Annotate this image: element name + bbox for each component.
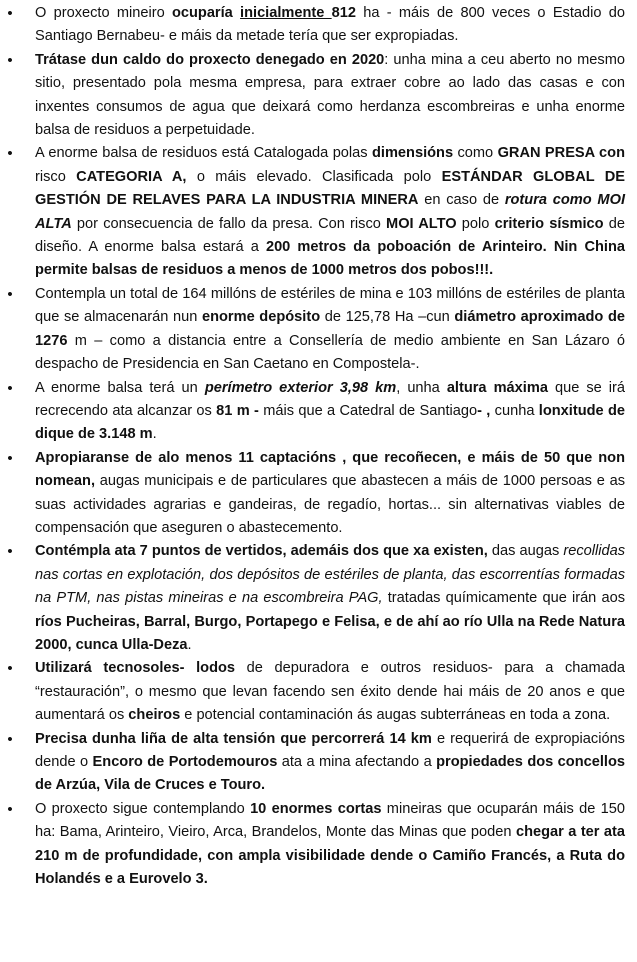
bullet-icon: • [7, 51, 13, 69]
item-text [35, 447, 625, 541]
item-text [35, 728, 625, 798]
text-run: m – como a distancia entre a Consellería de medio ambiente en San Lázaro ó despacho de Presidencia en San Caetano en Compostela-. [35, 332, 625, 373]
text-run: rotura como MOI ALTA [35, 192, 625, 232]
text-run: CATEGORIA A, [76, 168, 187, 185]
item-text [35, 2, 625, 49]
text-run: propiedades dos concellos de Arzúa, Vila de Cruces e Touro. [35, 754, 625, 794]
text-run: lonxitude de dique de 3.148 m [35, 402, 625, 443]
text-run: augas municipais e de particulares que abastecen a máis de 1000 persoas e as suas actividades agrarias e gandeiras, de regadío, hortas... sin alternativas viables de compensación que aseguren o abastecemento. [35, 473, 625, 536]
text-run: Apropiaranse de alo menos 11 captacións , que recoñecen, e máis de 50 que non nomean, [35, 449, 625, 490]
list-item-water-captures [4, 447, 625, 541]
text-run: , unha [396, 379, 447, 396]
list-item-discharge-points [4, 540, 625, 657]
text-run: dimensións [371, 145, 454, 162]
text-run: risco [35, 168, 77, 185]
text-run: e requerirá de expropiacións dende o [35, 730, 625, 770]
text-run: GRAN PRESA con [497, 145, 626, 162]
text-run: Precisa dunha liña de alta tensión que percorrerá 14 km [35, 730, 432, 747]
text-run: ríos Pucheiras, Barral, Burgo, Portapego e Felisa, e de ahí ao río Ulla na Rede Natura 2000, cunca Ulla-Deza [35, 613, 625, 653]
item-text [35, 377, 625, 447]
text-run: 812 [331, 5, 357, 21]
bullet-icon: • [7, 285, 13, 303]
text-run: A enorme balsa de residuos está Catalogada polas [35, 145, 372, 162]
text-run: Contémpla ata 7 puntos de vertidos, ademáis dos que xa existen, [35, 543, 488, 560]
text-run: 200 metros da poboación de Arinteiro. Nin China permite balsas de residuos a menos de 1000 metros dos pobos!!!. [35, 239, 626, 279]
text-run: Contempla un total de 164 millóns de estériles de mina e 103 millóns de estériles de planta que se almacenarán nun [35, 285, 625, 326]
text-run: A enorme balsa terá un [35, 379, 205, 396]
text-run: diámetro aproximado de 1276 [35, 309, 625, 349]
bullet-icon: • [7, 730, 13, 748]
item-text [35, 49, 625, 143]
item-text [35, 142, 625, 282]
text-run: das augas [487, 543, 564, 560]
text-run: que se irá recrecendo ata alcanzar os [35, 379, 625, 419]
list-item-power-line [4, 728, 625, 798]
text-run: MOI ALTO [386, 215, 457, 232]
text-run: tratadas químicamente que irán aos [382, 590, 625, 607]
list-item-technosols [4, 657, 625, 727]
text-run: en caso de [418, 192, 505, 209]
bullet-icon: • [7, 800, 13, 818]
text-run: Encoro de Portodemouros [92, 754, 278, 770]
list-item-open-pits [4, 798, 625, 892]
list-item-waste-deposit [4, 283, 625, 377]
bullet-icon: • [7, 5, 13, 22]
text-run: enorme depósito [201, 309, 321, 326]
text-run: Utilizará tecnosoles- lodos [35, 660, 236, 677]
text-run: O proxecto sigue contemplando [35, 800, 251, 817]
text-run: . [152, 426, 157, 443]
bullet-list [4, 2, 625, 891]
text-run: mineiras que ocuparán máis de 150 ha: Bama, Arinteiro, Vieiro, Arca, Brandelos, Monte das Minas que poden [35, 800, 625, 841]
list-item-dam-dimensions [4, 377, 625, 447]
text-run: de depuradora e outros residuos- para a chamada “restauración”, o mesmo que levan facendo sen éxito dende hai máis de 20 anos e que aumentará os [35, 660, 625, 724]
text-run: : unha mina a ceu aberto no mesmo sitio, presentado pola mesma empresa, para extraer cobre ao lado das casas e con inxentes consumos de agua que deixará como herdanza escombreiras e unha enorme balsa de residuos a perpetuidade. [35, 51, 625, 139]
text-run: altura máxima [446, 379, 548, 396]
text-run: ocuparía [171, 5, 241, 21]
bullet-icon: • [7, 660, 13, 678]
text-run: ha - máis de 800 veces o Estadio do Santiago Bernabeu- e máis da metade tería que ser expropiadas. [35, 5, 625, 45]
text-run: por consecuencia de fallo da presa. Con risco [71, 215, 387, 232]
text-run: como [453, 145, 498, 162]
text-run: de diseño. A enorme balsa estará a [35, 215, 625, 256]
text-run: chegar a ter ata 210 m de profundidade, con ampla visibilidade dende o Camiño Francés, a Ruta do Holandés e a Eurovelo 3. [35, 824, 626, 888]
item-text [35, 283, 625, 377]
list-item-denied-project [4, 49, 625, 143]
list-item-tailings-dam-risk [4, 142, 625, 282]
item-text [35, 540, 625, 657]
bullet-icon: • [7, 543, 13, 561]
text-run: máis que a Catedral de Santiago [258, 402, 478, 419]
text-run: ata a mina afectando a [277, 754, 437, 770]
text-run: . [187, 636, 192, 653]
text-run: 10 enormes cortas [250, 800, 382, 817]
text-run: cheiros [128, 707, 181, 724]
text-run: polo [456, 215, 495, 232]
text-run: de 125,78 Ha –cun [320, 309, 455, 326]
list-item-land-occupation [4, 2, 625, 49]
text-run: inicialmente [240, 5, 332, 21]
item-text [35, 657, 625, 727]
text-run: Trátase dun caldo do proxecto denegado en 2020 [35, 51, 385, 68]
text-run: ESTÁNDAR GLOBAL DE GESTIÓN DE RELAVES PARA LA INDUSTRIA MINERA [35, 168, 626, 209]
text-run: cunha [490, 402, 539, 419]
text-run: - , [477, 402, 491, 419]
bullet-icon: • [7, 449, 13, 467]
bullet-icon: • [7, 145, 13, 163]
text-run: e potencial contaminación ás augas subterráneas en toda a zona. [180, 707, 611, 724]
bullet-icon: • [7, 379, 13, 397]
text-run: O proxecto mineiro [35, 5, 172, 21]
text-run: criterio sísmico [494, 215, 604, 232]
text-run: o máis elevado. Clasificada polo [186, 168, 442, 185]
text-run: recollidas nas cortas en explotación, dos depósitos de estériles de planta, das escorrentías formadas na PTM, nas pistas mineiras e na escombreira PAG, [35, 543, 625, 607]
text-run: perímetro exterior 3,98 km [204, 379, 397, 396]
text-run: 81 m - [216, 402, 259, 419]
item-text [35, 798, 625, 892]
